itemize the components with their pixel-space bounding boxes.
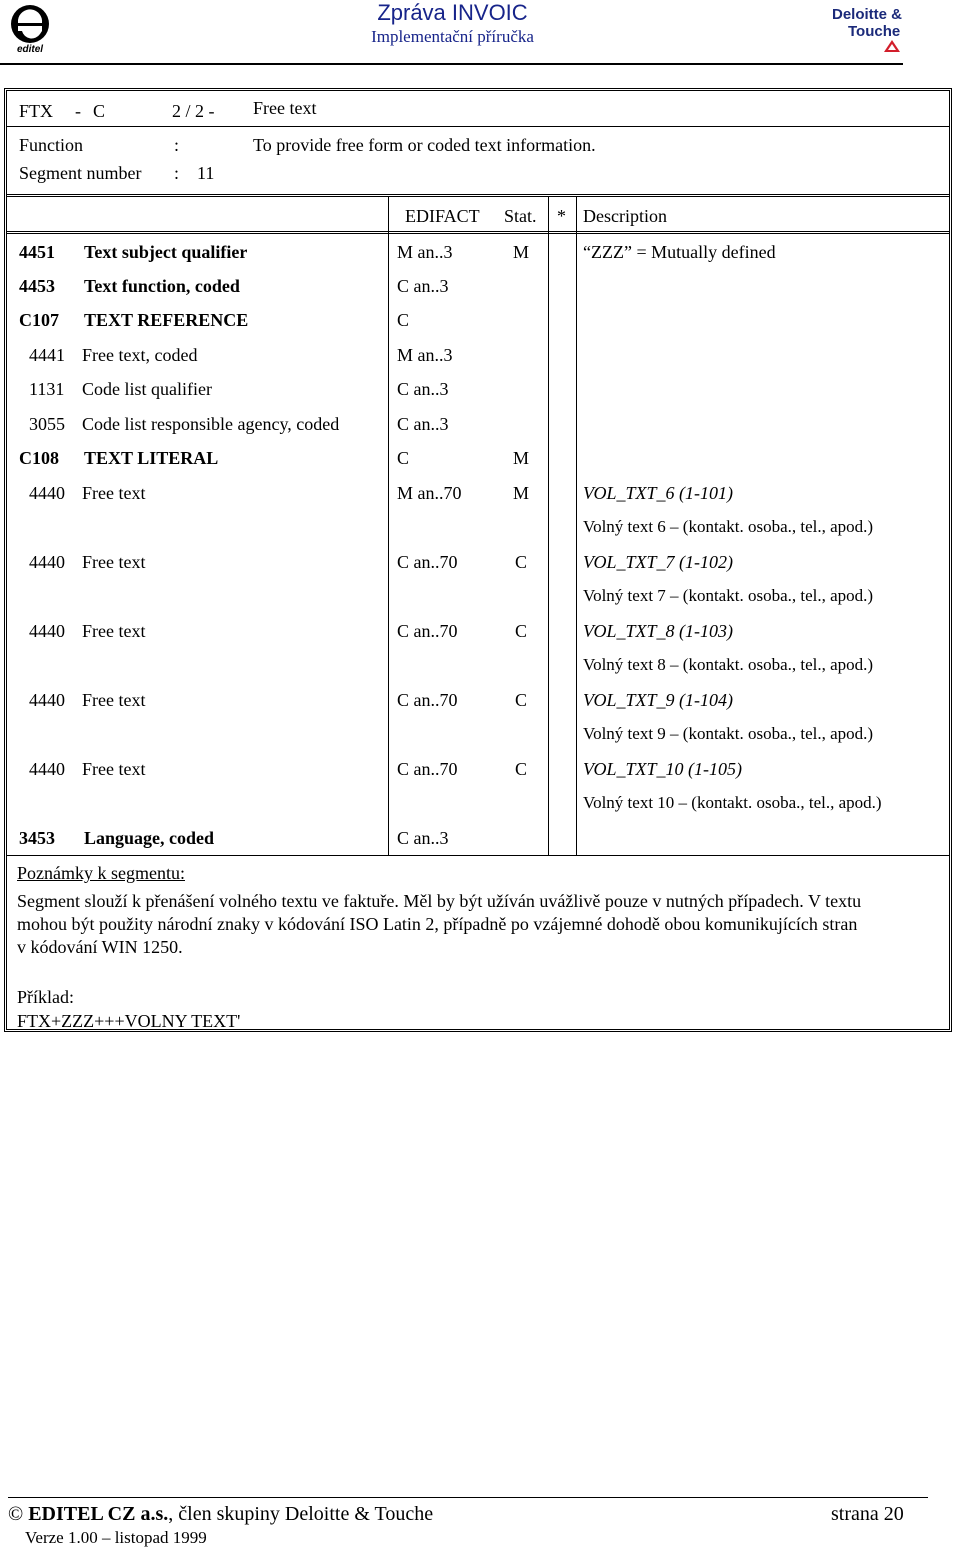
row-name: Free text [82, 552, 146, 572]
row-code: 4440 [29, 621, 65, 641]
row-description: VOL_TXT_8 (1-103) [583, 621, 733, 641]
dt-logo-line2: Touche [848, 23, 901, 40]
segment-number-value: 11 [197, 163, 215, 183]
col-divider-star [576, 197, 577, 855]
row-format: C an..70 [397, 690, 458, 710]
row-format: C an..3 [397, 276, 449, 296]
row-name: Free text [82, 483, 146, 503]
row-code: 1131 [29, 379, 65, 399]
row-format: C an..70 [397, 621, 458, 641]
notes-line-1: Segment slouží k přenášení volného textu ve faktuře. Měl by být užíván uvážlivě pouze v nutných případech. V textu [17, 891, 862, 911]
row-code: 3453 [19, 828, 55, 848]
notes-line-3: v kódování WIN 1250. [17, 937, 183, 957]
row-description: “ZZZ” = Mutually defined [583, 242, 776, 262]
row-format: C an..3 [397, 828, 449, 848]
header-divider [0, 63, 903, 65]
footer-page: strana 20 [831, 1503, 904, 1525]
row-format: C an..3 [397, 379, 449, 399]
col-divider-stat [548, 197, 549, 855]
row-code: 3055 [29, 414, 65, 434]
segment-number-colon: : [174, 163, 180, 183]
row-name: Free text, coded [82, 345, 198, 365]
row-status: C [515, 552, 528, 572]
row-name: Code list responsible agency, coded [82, 414, 340, 434]
row-description-note: Volný text 7 – (kontakt. osoba., tel., apod.) [583, 586, 874, 605]
row-description: VOL_TXT_9 (1-104) [583, 690, 733, 710]
row-format: C an..70 [397, 552, 458, 572]
row-name: Code list qualifier [82, 379, 212, 399]
row-name: TEXT LITERAL [84, 448, 219, 468]
row-code: 4441 [29, 345, 65, 365]
row-name: Language, coded [84, 828, 215, 848]
notes-heading: Poznámky k segmentu: [17, 863, 185, 883]
segment-tag: FTX [19, 101, 54, 121]
row-code: 4440 [29, 483, 65, 503]
segment-number-label: Segment number [19, 163, 142, 183]
footer-copyright [8, 1503, 433, 1525]
col-divider-edifact [388, 197, 389, 855]
row-status: M [513, 448, 530, 468]
row-name: Text subject qualifier [84, 242, 248, 262]
col-stat: Stat. [504, 206, 537, 226]
row-description: VOL_TXT_10 (1-105) [583, 759, 742, 779]
footer-company: EDITEL CZ a.s. [28, 1503, 169, 1525]
segment-dash: - [75, 101, 81, 121]
page-header [0, 0, 960, 64]
deloitte-touche-logo [828, 2, 908, 54]
row-name: Free text [82, 690, 146, 710]
row-description-note: Volný text 6 – (kontakt. osoba., tel., apod.) [583, 517, 874, 536]
col-description: Description [583, 206, 667, 226]
footer-divider [8, 1497, 928, 1498]
row-code: C107 [19, 310, 59, 330]
row-code: 4440 [29, 552, 65, 572]
row-description: VOL_TXT_6 (1-101) [583, 483, 733, 503]
row-code: 4453 [19, 276, 55, 296]
segment-page: 2 / 2 - [172, 101, 215, 121]
row-format: M an..3 [397, 242, 453, 262]
example-label: Příklad: [17, 987, 74, 1007]
row-format: C an..70 [397, 759, 458, 779]
row-name: Free text [82, 621, 146, 641]
row-code: 4451 [19, 242, 55, 262]
row-format: C [397, 448, 410, 468]
row-description-note: Volný text 10 – (kontakt. osoba., tel., apod.) [583, 793, 882, 812]
col-star: * [557, 206, 566, 226]
row-name: Text function, coded [84, 276, 240, 296]
function-text: To provide free form or coded text information. [253, 135, 596, 155]
row-status: C [515, 690, 528, 710]
row-status: C [515, 759, 528, 779]
col-edifact: EDIFACT [405, 206, 480, 226]
copyright-icon: © [8, 1503, 24, 1525]
row-description-note: Volný text 8 – (kontakt. osoba., tel., apod.) [583, 655, 874, 674]
row-format: C an..3 [397, 414, 449, 434]
row-code: 4440 [29, 759, 65, 779]
document-subtitle: Implementační příručka [371, 27, 534, 46]
function-label: Function [19, 135, 84, 155]
row-status: M [513, 242, 530, 262]
notes-divider [6, 855, 950, 856]
row-format: M an..70 [397, 483, 462, 503]
editel-logo-text: editel [16, 44, 44, 54]
row-description: VOL_TXT_7 (1-102) [583, 552, 733, 572]
row-format: C [397, 310, 410, 330]
notes-line-2: mohou být použity národní znaky v kódování ISO Latin 2, případně po vzájemné dohodě obou komunikujících stran [17, 914, 858, 934]
row-code: 4440 [29, 690, 65, 710]
row-name: TEXT REFERENCE [84, 310, 249, 330]
footer-version: Verze 1.00 – listopad 1999 [25, 1528, 207, 1547]
row-description-note: Volný text 9 – (kontakt. osoba., tel., apod.) [583, 724, 874, 743]
row-name: Free text [82, 759, 146, 779]
segment-status: C [93, 101, 106, 121]
row-format: M an..3 [397, 345, 453, 365]
segment-name: Free text [253, 98, 317, 118]
row-code: C108 [19, 448, 59, 468]
dt-logo-line1: Deloitte & [832, 6, 903, 23]
function-colon: : [174, 135, 180, 155]
row-status: M [513, 483, 530, 503]
row-status: C [515, 621, 528, 641]
document-title: Zpráva INVOIC [377, 0, 528, 25]
example-value: FTX+ZZZ+++VOLNY TEXT' [17, 1011, 241, 1031]
footer-company-rest: , člen skupiny Deloitte & Touche [168, 1503, 434, 1525]
